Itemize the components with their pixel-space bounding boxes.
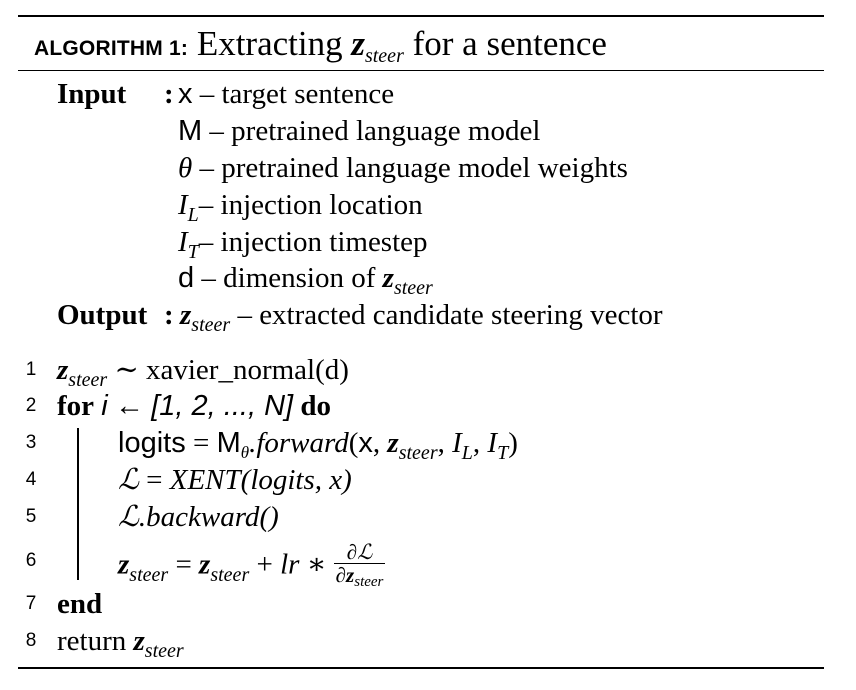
input-item-x <box>178 76 394 112</box>
algo-line-5 <box>118 499 279 535</box>
input-symbol-sub: T <box>187 241 199 263</box>
input-symbol: d <box>178 262 195 294</box>
algorithm-caption <box>34 22 607 71</box>
z-steer-sub: steer <box>68 369 108 391</box>
return-keyword: return <box>57 625 127 657</box>
algo-line-2 <box>57 388 331 424</box>
line-number: 4 <box>25 469 37 490</box>
it-sub: T <box>497 442 509 464</box>
line-number: 8 <box>25 630 37 651</box>
z-steer-var: z <box>199 548 211 581</box>
input-keyword: Input <box>57 78 127 110</box>
z-steer-var: z <box>387 427 399 459</box>
it-symbol: I <box>487 427 498 459</box>
output-colon: : <box>164 299 174 331</box>
algorithm-label: ALGORITHM 1: <box>34 37 189 60</box>
paren-close: ) <box>508 427 518 459</box>
gradient-numerator: ∂ℒ <box>334 541 386 564</box>
caption-rule <box>18 70 824 71</box>
input-colon: : <box>164 78 174 110</box>
learning-rate: lr <box>280 548 300 581</box>
caption-var: z <box>351 24 365 63</box>
il-symbol: I <box>452 427 462 459</box>
algo-line-4 <box>118 462 352 498</box>
input-symbol: M <box>178 115 203 147</box>
loop-range: [1, 2, ..., N] <box>151 390 294 422</box>
paren-open: ( <box>348 427 359 459</box>
caption-title-suffix: for a sentence <box>412 24 607 63</box>
input-item-it <box>178 224 428 263</box>
input-desc: – target sentence <box>199 78 395 110</box>
caption-var-sub: steer <box>364 45 404 67</box>
bottom-rule <box>18 667 824 669</box>
loss-symbol: ℒ <box>118 501 139 533</box>
input-desc-var: z <box>382 262 394 294</box>
loop-index: i <box>101 390 108 422</box>
loss-symbol: ℒ <box>118 464 139 496</box>
equals: = <box>168 548 200 581</box>
z-steer-var: z <box>118 548 130 581</box>
output-var-sub: steer <box>191 314 231 336</box>
z-steer-var: z <box>57 354 69 386</box>
z-steer-var: z <box>346 563 355 587</box>
input-item-m <box>178 113 540 149</box>
algo-line-1 <box>57 352 349 391</box>
model-symbol: M <box>216 427 241 459</box>
partial-symbol: ∂ <box>335 563 347 587</box>
input-desc: – injection timestep <box>198 226 428 258</box>
output-item <box>180 297 663 336</box>
equals: = <box>185 427 217 459</box>
xent-fn: XENT <box>169 464 241 496</box>
gradient-denominator <box>334 564 386 589</box>
do-keyword: do <box>300 390 331 422</box>
z-steer-sub: steer <box>144 640 184 662</box>
input-symbol-sub: L <box>187 204 199 226</box>
input-desc-var-sub: steer <box>393 277 433 299</box>
input-desc: – pretrained language model weights <box>199 152 628 184</box>
end-keyword: end <box>57 588 103 620</box>
output-var: z <box>180 299 192 331</box>
input-item-il <box>178 187 423 226</box>
input-symbol: I <box>178 226 188 258</box>
algo-line-7 <box>57 586 102 622</box>
input-symbol: x <box>178 78 193 110</box>
algo-line-6 <box>118 540 385 591</box>
input-desc: – injection location <box>198 189 423 221</box>
input-desc: – dimension of <box>201 262 376 294</box>
output-desc: – extracted candidate steering vector <box>237 299 663 331</box>
backward-call: .backward <box>138 501 260 533</box>
comma: , <box>472 427 488 459</box>
z-steer-sub: steer <box>210 563 250 586</box>
il-sub: L <box>461 442 473 464</box>
z-steer-sub: steer <box>398 442 438 464</box>
times: ∗ <box>299 548 334 581</box>
logits-var: logits <box>118 427 186 459</box>
comma: , <box>372 427 388 459</box>
loop-body-bar <box>77 428 79 580</box>
z-steer-var: z <box>133 625 145 657</box>
line-number: 6 <box>25 550 37 571</box>
z-steer-sub: steer <box>129 563 169 586</box>
equals: = <box>138 464 170 496</box>
gradient-fraction <box>334 541 386 589</box>
line-number: 7 <box>25 593 37 614</box>
sim-operator: ∼ <box>107 354 146 386</box>
assign-arrow: ← <box>107 390 152 422</box>
input-symbol: I <box>178 189 188 221</box>
xent-args: (logits, x) <box>240 464 352 496</box>
line-number: 1 <box>25 359 37 380</box>
input-item-d <box>178 260 433 299</box>
caption-title-prefix: Extracting <box>196 24 343 63</box>
z-steer-sub: steer <box>354 574 384 590</box>
input-desc: – pretrained language model <box>209 115 541 147</box>
algo-line-8 <box>57 623 184 662</box>
line-number: 2 <box>25 395 37 416</box>
input-symbol: θ <box>178 152 193 184</box>
output-keyword: Output <box>57 299 148 331</box>
backward-args: () <box>259 501 279 533</box>
line-number: 5 <box>25 506 37 527</box>
plus: + <box>249 548 281 581</box>
forward-call: .forward <box>249 427 349 459</box>
comma: , <box>437 427 453 459</box>
algo-line-3 <box>118 425 518 465</box>
model-sub: θ <box>240 443 250 462</box>
for-keyword: for <box>57 390 95 422</box>
xavier-call: xavier_normal(d) <box>146 354 349 386</box>
top-rule <box>18 15 824 17</box>
x-arg: x <box>358 427 373 459</box>
line-number: 3 <box>25 432 37 453</box>
input-item-theta <box>178 150 628 186</box>
